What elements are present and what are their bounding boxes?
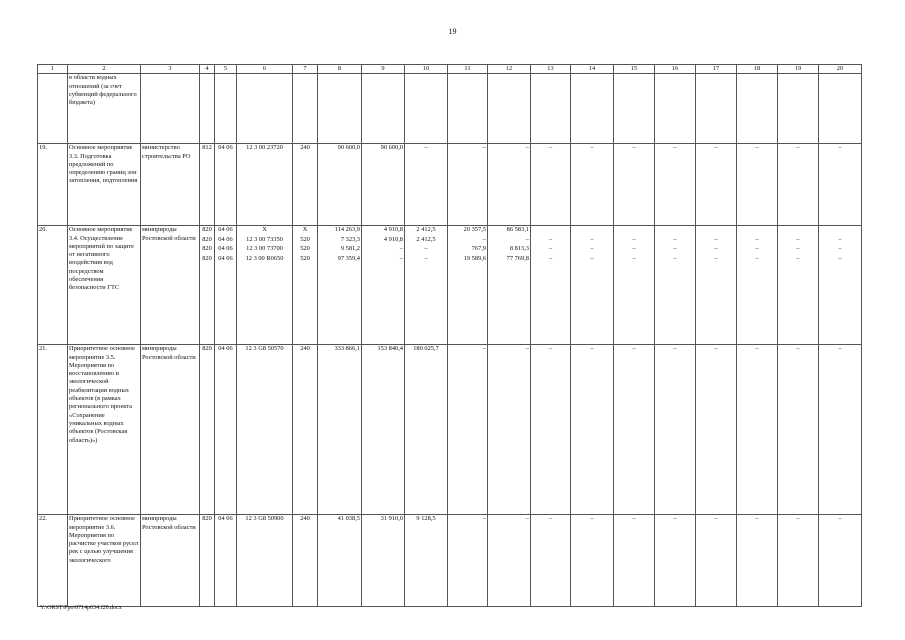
value-cell-c12 xyxy=(488,144,531,226)
cell-value: 41 038,5 xyxy=(337,515,360,523)
value-cell-c11 xyxy=(448,226,488,345)
value-cell-c10 xyxy=(405,144,448,226)
column-header: 13 xyxy=(531,65,571,74)
value-cell-c20 xyxy=(819,515,862,607)
header-row xyxy=(38,65,862,74)
value-cell-c18 xyxy=(737,226,778,345)
value-cell-c12 xyxy=(488,226,531,345)
value-cell-c18 xyxy=(737,515,778,607)
row-number: 21. xyxy=(38,345,68,515)
cell-value: – xyxy=(482,235,486,243)
cell-value: 820 xyxy=(202,515,212,523)
cell-value: – xyxy=(755,254,759,262)
cell-value: 04 06 xyxy=(218,345,233,353)
executor-cell: минприроды Ростовской области xyxy=(141,226,200,345)
cell-value: – xyxy=(525,345,529,353)
column-header: 4 xyxy=(200,65,215,74)
empty-cell xyxy=(215,74,237,144)
value-cell-c15 xyxy=(614,345,655,515)
cell-value: 114 263,9 xyxy=(334,226,360,234)
empty-cell xyxy=(448,74,488,144)
table-row xyxy=(38,74,862,144)
cell-value: 9 581,2 xyxy=(340,245,360,253)
value-cell-c6 xyxy=(237,144,293,226)
column-header: 7 xyxy=(293,65,318,74)
value-cell-c14 xyxy=(571,144,614,226)
value-cell-c8 xyxy=(318,226,362,345)
value-cell-c19 xyxy=(778,345,819,515)
empty-cell xyxy=(293,74,318,144)
cell-value: – xyxy=(632,515,636,523)
value-cell-c7 xyxy=(293,515,318,607)
value-cell-c12 xyxy=(488,515,531,607)
column-header: 8 xyxy=(318,65,362,74)
cell-value: – xyxy=(399,245,403,253)
cell-value: 19 589,6 xyxy=(463,254,486,262)
cell-value: 86 583,1 xyxy=(506,226,529,234)
empty-cell xyxy=(141,74,200,144)
value-cell-c16 xyxy=(655,515,696,607)
value-cell-c11 xyxy=(448,345,488,515)
cell-value: 820 xyxy=(202,254,212,262)
cell-value: – xyxy=(590,245,594,253)
value-cell-c4 xyxy=(200,345,215,515)
cell-value: – xyxy=(796,254,800,262)
cell-value: – xyxy=(673,345,677,353)
cell-value: 90 600,0 xyxy=(380,144,403,152)
cell-value: – xyxy=(548,254,553,262)
cell-value: – xyxy=(590,235,594,243)
value-cell-c13 xyxy=(531,226,571,345)
empty-cell xyxy=(200,74,215,144)
value-cell-c14 xyxy=(571,345,614,515)
value-cell-c5 xyxy=(215,515,237,607)
empty-cell xyxy=(362,74,405,144)
value-cell-c19 xyxy=(778,226,819,345)
cell-value: – xyxy=(673,245,677,253)
cell-value: 12 3 G8 50900 xyxy=(245,515,284,523)
cell-value: – xyxy=(838,245,842,253)
executor-cell: минприроды Ростовской области xyxy=(141,345,200,515)
cell-value xyxy=(532,226,569,236)
table-row xyxy=(38,226,862,345)
column-header: 3 xyxy=(141,65,200,74)
executor-cell: министерство строительства РО xyxy=(141,144,200,226)
table-row xyxy=(38,144,862,226)
cell-value: – xyxy=(755,245,759,253)
cell-value xyxy=(615,226,653,236)
cell-value: – xyxy=(796,345,800,353)
cell-value: 812 xyxy=(202,144,212,152)
measure-name-cell: Основное мероприятие 3.4. Осуществление мероприятий по защите от негативного воздействия вод посредством обеспечения безопасности ГТС xyxy=(68,226,141,345)
cell-value: – xyxy=(714,144,718,152)
value-cell-c15 xyxy=(614,226,655,345)
value-cell-c17 xyxy=(696,345,737,515)
cell-value xyxy=(572,226,612,236)
value-cell-c13 xyxy=(531,144,571,226)
cell-value: 04 06 xyxy=(218,254,233,262)
cell-value: – xyxy=(590,144,594,152)
cell-value: 04 06 xyxy=(218,235,233,243)
cell-value: 520 xyxy=(300,245,310,253)
empty-cell xyxy=(38,74,68,144)
value-cell-c17 xyxy=(696,144,737,226)
cell-value: 820 xyxy=(202,235,212,243)
cell-value: 520 xyxy=(300,235,310,243)
measure-name-cell: Основное мероприятие 3.3. Подготовка предложений по определению границ зон затопления, подтопления xyxy=(68,144,141,226)
cell-value: – xyxy=(714,515,718,523)
value-cell-c10 xyxy=(405,515,448,607)
value-cell-c8 xyxy=(318,345,362,515)
column-header: 5 xyxy=(215,65,237,74)
cell-value: 4 910,8 xyxy=(383,235,403,243)
column-header: 1 xyxy=(38,65,68,74)
cell-value: – xyxy=(424,144,428,152)
cell-value: 820 xyxy=(202,226,212,234)
value-cell-c18 xyxy=(737,144,778,226)
row-number: 19. xyxy=(38,144,68,226)
empty-cell xyxy=(819,74,862,144)
value-cell-c4 xyxy=(200,144,215,226)
empty-cell xyxy=(655,74,696,144)
value-cell-c17 xyxy=(696,515,737,607)
cell-value: – xyxy=(755,515,759,523)
cell-value: 04 06 xyxy=(218,144,233,152)
cell-value: 9 128,5 xyxy=(416,515,436,523)
cell-value: 04 06 xyxy=(218,245,233,253)
cell-value: 820 xyxy=(202,245,212,253)
cell-value: 767,9 xyxy=(471,245,486,253)
cell-value: 153 840,4 xyxy=(377,345,403,353)
cell-value: 820 xyxy=(202,345,212,353)
cell-value: 12 3 00 23720 xyxy=(246,144,283,152)
cell-value: – xyxy=(632,235,636,243)
cell-value xyxy=(779,226,817,236)
value-cell-c9 xyxy=(362,345,405,515)
value-cell-c7 xyxy=(293,226,318,345)
cell-value: – xyxy=(632,144,636,152)
cell-value: 77 769,8 xyxy=(506,254,529,262)
cell-value: 7 323,3 xyxy=(340,235,360,243)
cell-value: – xyxy=(673,515,677,523)
cell-value xyxy=(697,226,735,236)
cell-value: – xyxy=(590,254,594,262)
cell-value: 04 06 xyxy=(218,226,233,234)
empty-cell xyxy=(778,74,819,144)
measure-name-cell: Приоритетное основное мероприятие 3.6. Мероприятия по расчистке участков русел рек с целью улучшения экологического xyxy=(68,515,141,607)
cell-value: – xyxy=(796,515,800,523)
column-header: 6 xyxy=(237,65,293,74)
cell-value: 240 xyxy=(300,515,310,523)
cell-value: – xyxy=(632,245,636,253)
cell-value: – xyxy=(796,144,800,152)
cell-value: 12 3 00 73700 xyxy=(246,245,283,253)
cell-value xyxy=(820,226,860,236)
cell-value: 520 xyxy=(300,254,310,262)
column-header: 12 xyxy=(488,65,531,74)
value-cell-c19 xyxy=(778,515,819,607)
file-path-footer: Y:\ORST\Ppo\0714p634.f20.docx xyxy=(40,605,122,611)
cell-value: – xyxy=(548,245,553,253)
budget-table xyxy=(37,64,862,607)
cell-value: 8 813,3 xyxy=(509,245,529,253)
empty-cell xyxy=(405,74,448,144)
empty-cell xyxy=(696,74,737,144)
empty-cell xyxy=(614,74,655,144)
cell-value: – xyxy=(755,235,759,243)
cell-value: 12 3 G8 50570 xyxy=(245,345,284,353)
cell-value: 240 xyxy=(300,345,310,353)
column-header: 11 xyxy=(448,65,488,74)
cell-value: 240 xyxy=(300,144,310,152)
table-row xyxy=(38,515,862,607)
empty-cell xyxy=(488,74,531,144)
row-number: 20. xyxy=(38,226,68,345)
value-cell-c7 xyxy=(293,345,318,515)
value-cell-c20 xyxy=(819,345,862,515)
cell-value: – xyxy=(482,144,486,152)
column-header: 20 xyxy=(819,65,862,74)
value-cell-c4 xyxy=(200,226,215,345)
cell-value xyxy=(738,226,776,236)
value-cell-c20 xyxy=(819,226,862,345)
cell-value: – xyxy=(838,254,842,262)
cell-value: – xyxy=(838,144,842,152)
column-header: 16 xyxy=(655,65,696,74)
cell-value: X xyxy=(262,226,267,234)
cell-value: 90 600,0 xyxy=(337,144,360,152)
value-cell-c6 xyxy=(237,345,293,515)
cell-value: – xyxy=(399,254,403,262)
cell-value: – xyxy=(838,235,842,243)
empty-cell xyxy=(571,74,614,144)
value-cell-c14 xyxy=(571,226,614,345)
column-header: 15 xyxy=(614,65,655,74)
cell-value: 180 025,7 xyxy=(413,345,439,353)
value-cell-c10 xyxy=(405,345,448,515)
cell-value: 12 3 00 73350 xyxy=(246,235,283,243)
cell-value: – xyxy=(838,345,842,353)
column-header: 10 xyxy=(405,65,448,74)
measure-name-cell: в области водных отношений (за счет субвенций федерального бюджета) xyxy=(68,74,141,144)
cell-value: – xyxy=(548,345,553,353)
cell-value: 20 357,5 xyxy=(463,226,486,234)
cell-value: – xyxy=(525,144,529,152)
column-header: 14 xyxy=(571,65,614,74)
empty-cell xyxy=(318,74,362,144)
value-cell-c4 xyxy=(200,515,215,607)
cell-value: 97 359,4 xyxy=(337,254,360,262)
value-cell-c18 xyxy=(737,345,778,515)
value-cell-c17 xyxy=(696,226,737,345)
cell-value: 2 412,5 xyxy=(416,235,436,243)
cell-value: – xyxy=(714,254,718,262)
value-cell-c16 xyxy=(655,226,696,345)
cell-value: 2 412,5 xyxy=(416,226,436,234)
column-header: 18 xyxy=(737,65,778,74)
cell-value: – xyxy=(714,235,718,243)
cell-value: – xyxy=(632,254,636,262)
cell-value: – xyxy=(632,345,636,353)
value-cell-c12 xyxy=(488,345,531,515)
cell-value: – xyxy=(714,245,718,253)
value-cell-c10 xyxy=(405,226,448,345)
cell-value: – xyxy=(525,235,529,243)
cell-value: – xyxy=(673,254,677,262)
value-cell-c5 xyxy=(215,226,237,345)
cell-value: X xyxy=(302,226,308,234)
executor-cell: минприроды Ростовской области xyxy=(141,515,200,607)
column-header: 17 xyxy=(696,65,737,74)
table-row xyxy=(38,345,862,515)
cell-value: – xyxy=(673,235,677,243)
measure-name-cell: Приоритетное основное мероприятие 3.5. Мероприятия по восстановлению и экологической реабилитации водных объектов (в рамках регионального проекта «Сохранение уникальных водных объектов (Ростовская область)») xyxy=(68,345,141,515)
cell-value: – xyxy=(755,144,759,152)
value-cell-c15 xyxy=(614,515,655,607)
cell-value: – xyxy=(548,515,553,523)
value-cell-c6 xyxy=(237,515,293,607)
value-cell-c11 xyxy=(448,515,488,607)
value-cell-c11 xyxy=(448,144,488,226)
cell-value: – xyxy=(590,515,594,523)
empty-cell xyxy=(237,74,293,144)
value-cell-c8 xyxy=(318,515,362,607)
cell-value: – xyxy=(482,515,486,523)
cell-value: – xyxy=(590,345,594,353)
column-header: 2 xyxy=(68,65,141,74)
cell-value: – xyxy=(796,245,800,253)
cell-value: – xyxy=(755,345,759,353)
page-number: 19 xyxy=(448,27,457,36)
value-cell-c8 xyxy=(318,144,362,226)
cell-value: 04 06 xyxy=(218,515,233,523)
cell-value: 4 910,8 xyxy=(383,226,403,234)
cell-value: – xyxy=(525,515,529,523)
cell-value: – xyxy=(673,144,677,152)
cell-value: – xyxy=(714,345,718,353)
row-number: 22. xyxy=(38,515,68,607)
cell-value: 333 866,1 xyxy=(334,345,360,353)
cell-value: – xyxy=(548,235,553,243)
value-cell-c9 xyxy=(362,515,405,607)
cell-value: – xyxy=(482,345,486,353)
value-cell-c20 xyxy=(819,144,862,226)
value-cell-c14 xyxy=(571,515,614,607)
value-cell-c9 xyxy=(362,144,405,226)
value-cell-c9 xyxy=(362,226,405,345)
cell-value: – xyxy=(548,144,553,152)
cell-value xyxy=(656,226,694,236)
cell-value: – xyxy=(838,515,842,523)
value-cell-c13 xyxy=(531,345,571,515)
value-cell-c16 xyxy=(655,345,696,515)
cell-value: – xyxy=(796,235,800,243)
value-cell-c7 xyxy=(293,144,318,226)
cell-value: – xyxy=(424,245,428,253)
column-header: 19 xyxy=(778,65,819,74)
empty-cell xyxy=(531,74,571,144)
column-header: 9 xyxy=(362,65,405,74)
value-cell-c16 xyxy=(655,144,696,226)
empty-cell xyxy=(737,74,778,144)
cell-value: – xyxy=(424,254,428,262)
cell-value: 12 3 00 R0650 xyxy=(245,254,284,262)
value-cell-c6 xyxy=(237,226,293,345)
value-cell-c19 xyxy=(778,144,819,226)
value-cell-c13 xyxy=(531,515,571,607)
value-cell-c5 xyxy=(215,345,237,515)
cell-value: 31 910,0 xyxy=(380,515,403,523)
value-cell-c5 xyxy=(215,144,237,226)
value-cell-c15 xyxy=(614,144,655,226)
